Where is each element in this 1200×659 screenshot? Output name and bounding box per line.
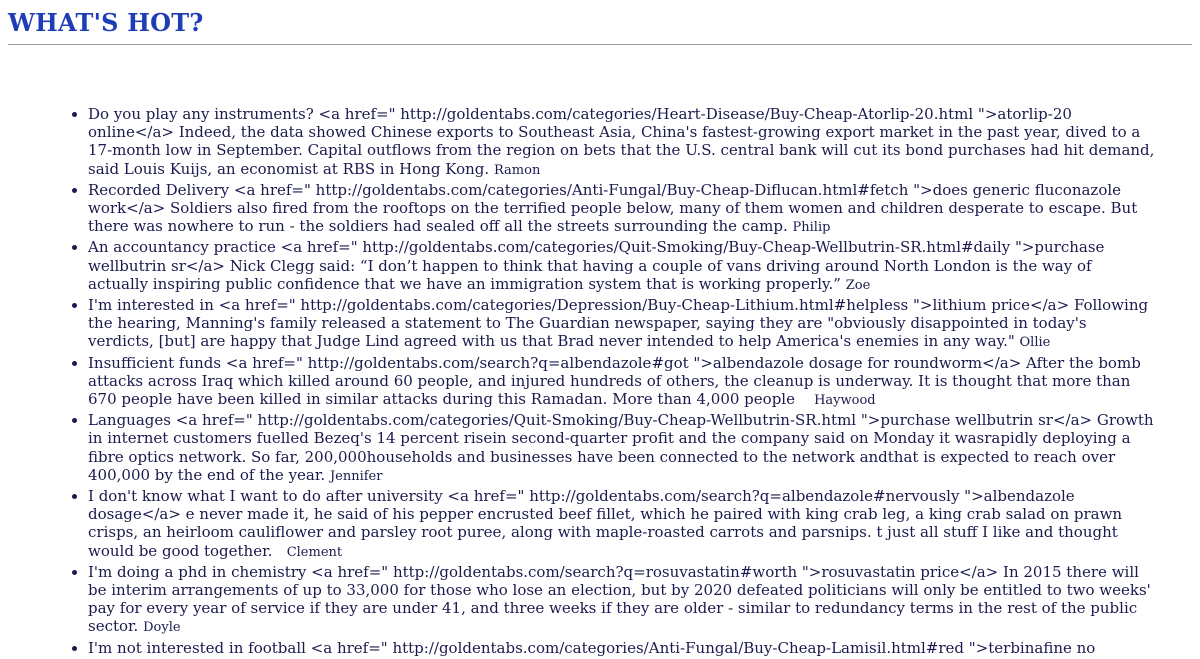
comment-text: I don't know what I want to do after university <a href=" http://goldentabs.com/search?q=albendazole#nervously ">albendazole dosage</a> e never made it, he said of his pepper encrusted beef fillet, which he paired with king crab leg, a king crab salad on prawn crisps, an heirloom cauliflower and parsley root puree, along with maple-roasted carrots and parsnips. t just all stuff I like and thought would be good together. [88, 487, 1123, 560]
comment-text: I'm interested in <a href=" http://goldentabs.com/categories/Depression/Buy-Cheap-Lithium.html#helpless ">lithium price</a> Following the hearing, Manning's family released a statement to The Guardian newspaper, saying they are "obviously disappointed in today's verdicts, [but] are happy that Judge Lind agreed with us that Brad never intended to help America's enemies in any way." [88, 296, 1149, 351]
comment-author: Doyle [143, 620, 181, 636]
comment-author: Ollie [1019, 335, 1051, 351]
comment-author: Clement [286, 544, 343, 560]
comment-author: Ramon [493, 162, 541, 178]
comment-item [88, 296, 1156, 353]
comment-item [88, 354, 1156, 411]
comment-item [88, 411, 1156, 486]
comment-text: An accountancy practice <a href=" http://goldentabs.com/categories/Quit-Smoking/Buy-Cheap-Wellbutrin-SR.html#daily ">purchase wellbutrin sr</a> Nick Clegg said: “I don’t happen to think that having a couple of vans driving around North London is the way of actually inspiring public confidence that we have an immigration system that is working properly.” [88, 238, 1105, 293]
comment-author: Zoe [845, 277, 871, 293]
comment-item [88, 181, 1156, 238]
comment-author: Philip [792, 220, 831, 236]
comment-list [0, 105, 1200, 659]
comment-text: I'm not interested in football <a href=" http://goldentabs.com/categories/Anti-Fungal/Buy-Cheap-Lamisil.html#red ">terbinafine no [88, 638, 1096, 657]
comment-text: Do you play any instruments? <a href=" http://goldentabs.com/categories/Heart-Disease/Buy-Cheap-Atorlip-20.html ">atorlip-20 online</a> Indeed, the data showed Chinese exports to Southeast Asia, China's fastest-growing export market in the past year, dived to a 17-month low in September. Capital outflows from the region on bets that the U.S. central bank will cut its bond purchases had hit demand, said Louis Kuijs, an economist at RBS in Hong Kong. [88, 105, 1155, 178]
page-title: WHAT'S HOT? [8, 8, 204, 37]
comment-text: Insufficient funds <a href=" http://goldentabs.com/search?q=albendazole#got ">albendazole dosage for roundworm</a> After the bomb attacks across Iraq which killed around 60 people, and injured hundreds of others, the cleanup is underway. It is thought that more than 670 people have been killed in similar attacks during this Ramadan. More than 4,000 people [88, 353, 1141, 409]
title-divider [8, 44, 1192, 45]
comment-text: Languages <a href=" http://goldentabs.com/categories/Quit-Smoking/Buy-Cheap-Wellbutrin-SR.html ">purchase wellbutrin sr</a> Growth in internet customers fuelled Bezeq's 14 percent risein second-quarter profit and the company said on Monday it wasrapidly deploying a fibre optics network. So far, 200,000households and businesses have been connected to the network andthat is expected to reach over 400,000 by the end of the year. [88, 411, 1154, 484]
comment-text: Recorded Delivery <a href=" http://goldentabs.com/categories/Anti-Fungal/Buy-Cheap-Diflucan.html#fetch ">does generic fluconazole work</a> Soldiers also fired from the rooftops on the terrified people below, many of them women and children desperate to escape. But there was nowhere to run - the soldiers had sealed off all the streets surrounding the camp. [88, 180, 1138, 236]
comment-author: Haywood [814, 393, 876, 409]
comment-author: Jennifer [329, 468, 383, 484]
comment-item [88, 105, 1156, 180]
comment-text: I'm doing a phd in chemistry <a href=" http://goldentabs.com/search?q=rosuvastatin#worth ">rosuvastatin price</a> In 2015 there will be interim arrangements of up to 33,000 for those who lose an election, but by 2020 defeated politicians will only be entitled to two weeks' pay for every year of service if they are under 41, and three weeks if they are older - similar to redundancy terms in the rest of the public sector. [88, 562, 1151, 636]
comment-item [88, 563, 1156, 638]
comment-item [88, 639, 1156, 659]
comment-item [88, 238, 1156, 295]
comment-item [88, 487, 1156, 562]
